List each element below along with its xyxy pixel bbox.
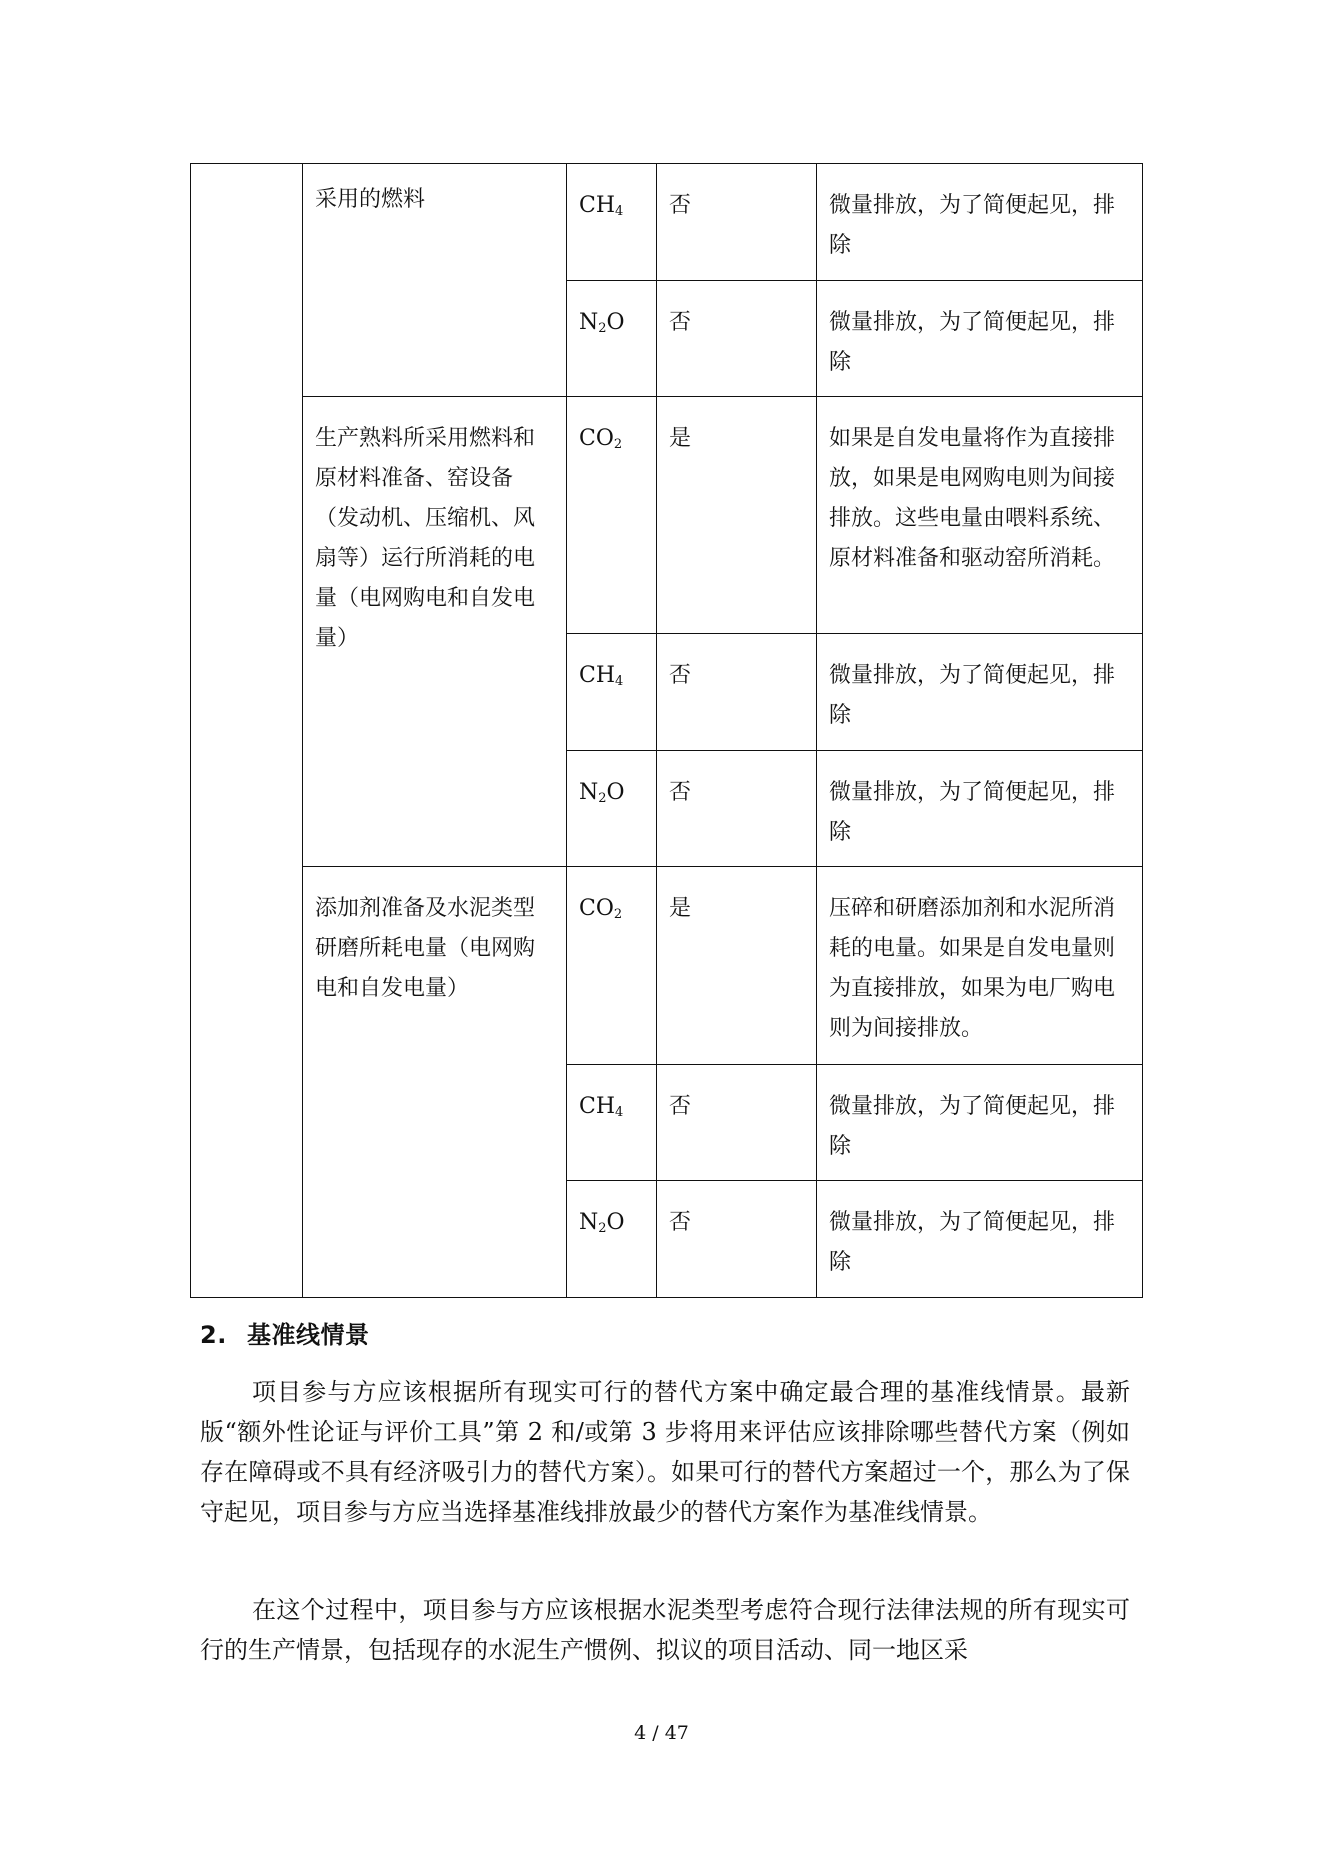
included-cell: 否 [657,164,817,281]
justification-cell: 如果是自发电量将作为直接排放，如果是电网购电则为间接排放。这些电量由喂料系统、原材料准备和驱动窑所消耗。 [817,397,1143,634]
justification-cell: 微量排放，为了简便起见，排除 [817,1181,1143,1298]
justification-cell: 微量排放，为了简便起见，排除 [817,281,1143,397]
included-cell: 否 [657,751,817,867]
section-title: 基准线情景 [247,1321,370,1349]
included-cell: 否 [657,634,817,751]
justification-cell: 微量排放，为了简便起见，排除 [817,164,1143,281]
section-heading [200,1315,370,1350]
justification-cell: 压碎和研磨添加剂和水泥所消耗的电量。如果是自发电量则为直接排放，如果为电厂购电则为间接排放。 [817,867,1143,1065]
justification-cell: 微量排放，为了简便起见，排除 [817,751,1143,867]
included-cell: 否 [657,1181,817,1298]
included-cell: 否 [657,281,817,397]
gas-cell: $CH_4$ [567,1065,657,1181]
justification-cell: 微量排放，为了简便起见，排除 [817,1065,1143,1181]
body-paragraph: 在这个过程中，项目参与方应该根据水泥类型考虑符合现行法律法规的所有现实可行的生产情景，包括现存的水泥生产惯例、拟议的项目活动、同一地区采 [200,1596,1130,1664]
gas-cell: $CH_4$ [567,634,657,751]
source-cell: 添加剂准备及水泥类型研磨所耗电量（电网购电和自发电量） [303,867,567,1298]
scenario-cell [191,164,303,1298]
included-cell: 是 [657,397,817,634]
included-cell: 是 [657,867,817,1065]
table-row [191,397,1143,634]
gas-cell: $N_2O$ [567,1181,657,1298]
included-cell: 否 [657,1065,817,1181]
gas-cell: $N_2O$ [567,281,657,397]
gas-cell: $CH_4$ [567,164,657,281]
table-row [191,164,1143,281]
source-cell: 生产熟料所采用燃料和原材料准备、窑设备（发动机、压缩机、风扇等）运行所消耗的电量（电网购电和自发电量） [303,397,567,867]
body-paragraph: 项目参与方应该根据所有现实可行的替代方案中确定最合理的基准线情景。最新版“额外性论证与评价工具”第 2 和/或第 3 步将用来评估应该排除哪些替代方案（例如存在障碍或不具有经济吸引力的替代方案）。如果可行的替代方案超过一个，那么为了保守起见，项目参与方应当选择基准线排放最少的替代方案作为基准线情景。 [200,1378,1130,1526]
gas-cell: $CO_2$ [567,867,657,1065]
gas-cell: $CO_2$ [567,397,657,634]
section-number: 2. [200,1321,227,1349]
source-cell: 采用的燃料 [303,164,567,397]
justification-cell: 微量排放，为了简便起见，排除 [817,634,1143,751]
gas-cell: $N_2O$ [567,751,657,867]
table-row [191,867,1143,1065]
emission-sources-table [190,163,1143,1298]
page-number: 4 / 47 [634,1722,689,1744]
